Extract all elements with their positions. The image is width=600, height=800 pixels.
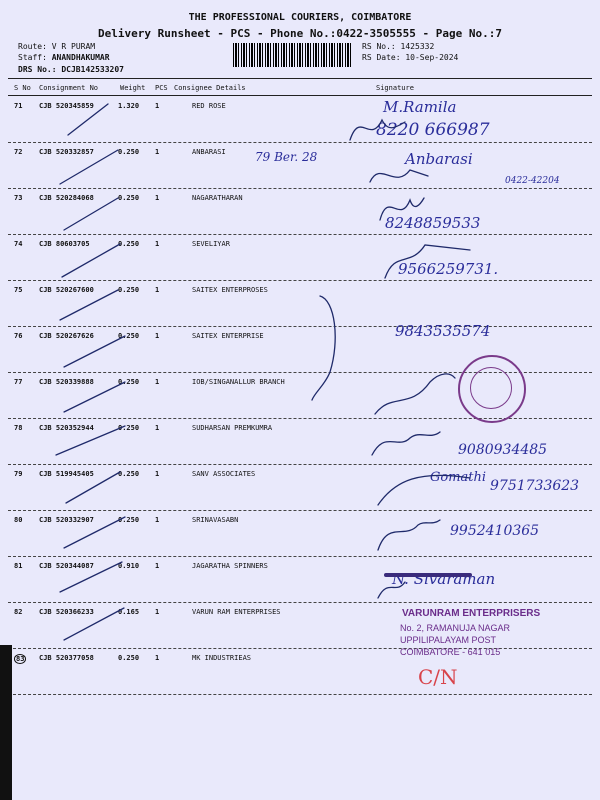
staff-value: ANANDHAKUMAR: [51, 53, 110, 62]
sig-75: [312, 296, 335, 400]
r71-hw-phone: 8220 666987: [376, 120, 490, 140]
row-weight: 0.250: [118, 516, 140, 524]
row-weight: 0.250: [118, 194, 140, 202]
row-weight: 1.320: [118, 102, 140, 110]
tick-72: [60, 150, 118, 184]
sig-72: [370, 170, 428, 182]
row-consignment-no: CJB 519945405: [39, 470, 94, 478]
tick-82: [64, 608, 124, 640]
col-consignment: Consignment No: [39, 84, 99, 92]
row-consignee: SRINAVASABN: [192, 516, 239, 524]
r79-hw-name: Gomathi: [430, 470, 487, 485]
r83-hw-mark: C/N: [418, 665, 458, 689]
col-consignee: Consignee Details: [174, 84, 246, 92]
row-consignee: ANBARASI: [192, 148, 226, 156]
row-consignee: SEVELIYAR: [192, 240, 230, 248]
row-weight: 0.910: [118, 562, 140, 570]
row-pcs: 1: [155, 286, 160, 294]
row-consignment-no: CJB 520366233: [39, 608, 94, 616]
stamp-line-2: No. 2, RAMANUJA NAGAR: [400, 623, 511, 633]
r76-hw-phone: 9843535574: [395, 322, 491, 340]
row-consignment-no: CJB 520352944: [39, 424, 94, 432]
row-pcs: 1: [155, 194, 160, 202]
row-consignee: IOB/SINGANALLUR BRANCH: [192, 378, 285, 386]
row-sno: 81: [14, 562, 23, 570]
row-consignment-no: CJB 520339888: [39, 378, 94, 386]
row-sno: 76: [14, 332, 23, 340]
row-pcs: 1: [155, 378, 160, 386]
row-consignee: MK INDUSTRIEAS: [192, 654, 252, 662]
col-weight: Weight: [120, 84, 146, 92]
r80-hw-phone: 9952410365: [450, 523, 540, 539]
row-weight: 0.250: [118, 654, 140, 662]
sig-77: [375, 374, 455, 414]
rs-date-label: RS Date:: [362, 53, 401, 62]
row-sno: 75: [14, 286, 23, 294]
row-consignment-no: CJB 520284068: [39, 194, 94, 202]
row-consignee: VARUN RAM ENTERPRISES: [192, 608, 281, 616]
row-weight: 0.250: [118, 424, 140, 432]
row-pcs: 1: [155, 516, 160, 524]
row-sno: 79: [14, 470, 23, 478]
row-sno: 80: [14, 516, 23, 524]
row-sno: 73: [14, 194, 23, 202]
row-sno: 82: [14, 608, 23, 616]
sig-73: [380, 198, 424, 220]
row-pcs: 1: [155, 608, 160, 616]
sig-80: [378, 520, 440, 550]
row-consignee: RED ROSE: [192, 102, 226, 110]
col-sno: S No: [14, 84, 31, 92]
stamp-line-3: UPPILIPALAYAM POST: [400, 635, 497, 645]
row-weight: 0.250: [118, 470, 140, 478]
drs-value: DCJB142533207: [61, 65, 124, 74]
row-consignee: SAITEX ENTERPROSES: [192, 286, 268, 294]
tick-74: [62, 244, 120, 277]
rs-date-value: 10-Sep-2024: [405, 53, 459, 62]
sig-74: [385, 245, 470, 278]
row-weight: 0.250: [118, 332, 140, 340]
r78-hw-phone: 9080934485: [458, 442, 548, 458]
row-pcs: 1: [155, 148, 160, 156]
row-pcs: 1: [155, 470, 160, 478]
rs-no-value: 1425332: [400, 42, 435, 51]
row-pcs: 1: [155, 332, 160, 340]
r74-hw-phone: 9566259731.: [398, 260, 499, 278]
row-sno: 71: [14, 102, 23, 110]
tick-73: [64, 198, 118, 230]
sig-78: [372, 432, 440, 455]
tick-80: [64, 517, 125, 548]
row-consignee: SUDHARSAN PREMKUMRA: [192, 424, 273, 432]
tick-77: [64, 382, 125, 412]
row-weight: 0.250: [118, 148, 140, 156]
tick-81: [60, 562, 122, 592]
runsheet-subtitle: Delivery Runsheet - PCS - Phone No.:0422-3505555 - Page No.:7: [98, 27, 502, 40]
row-consignment-no: CJB 80603705: [39, 240, 90, 248]
tick-76: [64, 336, 125, 367]
row-sno: 72: [14, 148, 23, 156]
r81-hw-name: N. Sivaraman: [392, 570, 496, 588]
row-sno: 83: [16, 655, 25, 663]
sig-79: [378, 475, 470, 505]
row-sno: 74: [14, 240, 23, 248]
r73-hw-phone: 8248859533: [385, 214, 481, 232]
r71-hw-name: M.Ramila: [383, 98, 457, 116]
row-pcs: 1: [155, 102, 160, 110]
row-weight: 0.250: [118, 286, 140, 294]
row-consignment-no: CJB 520332857: [39, 148, 94, 156]
sig-71: [350, 120, 405, 140]
r72-hw-phone: 0422-42204: [505, 176, 560, 186]
row-pcs: 1: [155, 240, 160, 248]
row-consignment-no: CJB 520267626: [39, 332, 94, 340]
row-consignment-no: CJB 520345859: [39, 102, 94, 110]
route-label: Route:: [18, 42, 47, 51]
r79-hw-phone: 9751733623: [490, 478, 580, 494]
row-weight: 0.165: [118, 608, 140, 616]
drs-label: DRS No.:: [18, 65, 57, 74]
row-weight: 0.250: [118, 378, 140, 386]
route-value: V R PURAM: [51, 42, 96, 51]
rs-no-label: RS No.:: [362, 42, 396, 51]
row-consignee: JAGARATHA SPINNERS: [192, 562, 268, 570]
row-weight: 0.250: [118, 240, 140, 248]
col-signature: Signature: [376, 84, 414, 92]
sig-81: [378, 582, 405, 598]
row-consignee: SANV ASSOCIATES: [192, 470, 256, 478]
stamp-line-4: COIMBATORE - 641 015: [400, 647, 501, 657]
col-pcs: PCS: [155, 84, 168, 92]
tick-71: [68, 104, 108, 135]
row-consignment-no: CJB 520332907: [39, 516, 94, 524]
tick-79: [66, 472, 120, 503]
row-consignment-no: CJB 520267600: [39, 286, 94, 294]
r72-hw-sig: Anbarasi: [405, 150, 473, 168]
row-sno: 77: [14, 378, 23, 386]
row-pcs: 1: [155, 654, 160, 662]
runsheet-title: THE PROFESSIONAL COURIERS, COIMBATORE: [188, 12, 412, 23]
row-consignee: SAITEX ENTERPRISE: [192, 332, 264, 340]
stamp-line-1: VARUNRAM ENTERPRISERS: [402, 608, 541, 619]
row-consignee: NAGARATHARAN: [192, 194, 243, 202]
row-consignment-no: CJB 520344087: [39, 562, 94, 570]
staff-label: Staff:: [18, 53, 47, 62]
tick-78: [56, 426, 125, 455]
row-pcs: 1: [155, 562, 160, 570]
row-consignment-no: CJB 520377058: [39, 654, 94, 662]
row-sno: 78: [14, 424, 23, 432]
tick-75: [60, 290, 118, 320]
r72-hw-note: 79 Ber. 28: [255, 150, 318, 164]
row-pcs: 1: [155, 424, 160, 432]
